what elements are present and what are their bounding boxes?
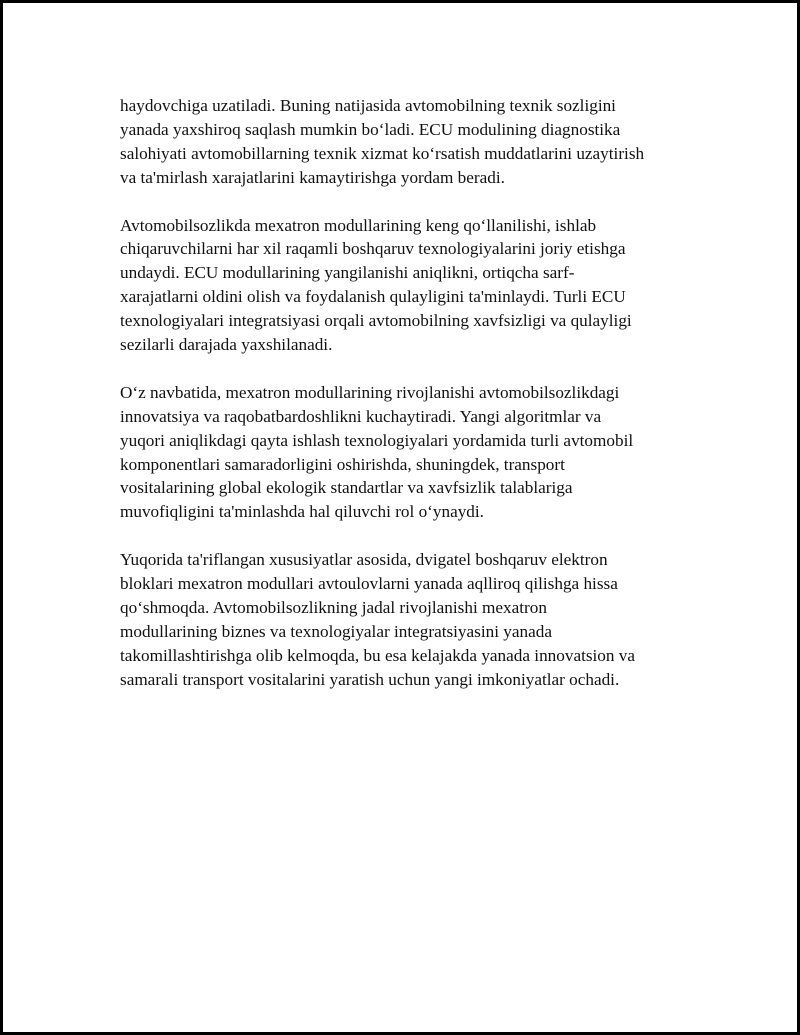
text-line: haydovchiga uzatiladi. Buning natijasida avtomobilning texnik sozligini [120, 96, 616, 115]
text-line: salohiyati avtomobillarning texnik xizmat ko‘rsatish muddatlarini uzaytirish [120, 143, 645, 163]
text-line: innovatsiya va raqobatbardoshlikni kuchaytiradi. Yangi algoritmlar va [120, 406, 602, 426]
text-line: sezilarli darajada yaxshilanadi. [120, 335, 333, 355]
text-line: xarajatlarni oldini olish va foydalanish qulayligini ta'minlaydi. Turli ECU [120, 287, 626, 307]
text-line: Avtomobilsozlikda mexatron modullarining keng qo‘llanilishi, ishlab [120, 215, 597, 235]
text-line: texnologiyalari integratsiyasi orqali avtomobilning xavfsizligi va qulayligi [120, 311, 632, 331]
text-line: bloklari mexatron modullari avtoulovlarni yanada aqlliroq qilishga hissa [120, 574, 618, 594]
text-line: yanada yaxshiroq saqlash mumkin bo‘ladi. ECU modulining diagnostika [120, 119, 621, 139]
text-line: undaydi. ECU modullarining yangilanishi aniqlikni, ortiqcha sarf- [120, 263, 575, 283]
document-body [120, 94, 690, 716]
paragraph-4 [120, 548, 690, 691]
text-line: qo‘shmoqda. Avtomobilsozlikning jadal rivojlanishi mexatron [120, 597, 547, 617]
text-line: O‘z navbatida, mexatron modullarining rivojlanishi avtomobilsozlikdagi [120, 382, 620, 402]
text-line: Yuqorida ta'riflangan xususiyatlar asosida, dvigatel boshqaruv elektron [120, 550, 608, 570]
text-line: chiqaruvchilarni har xil raqamli boshqaruv texnologiyalarini joriy etishga [120, 239, 626, 259]
text-line: takomillashtirishga olib kelmoqda, bu esa kelajakda yanada innovatsion va [120, 645, 636, 665]
paragraph-3 [120, 381, 690, 524]
text-line: modullarining biznes va texnologiyalar integratsiyasini yanada [120, 621, 552, 641]
paragraph-2 [120, 214, 690, 357]
text-line: muvofiqligini ta'minlashda hal qiluvchi rol o‘ynaydi. [120, 502, 484, 522]
text-line: komponentlari samaradorligini oshirishda, shuningdek, transport [120, 454, 565, 474]
text-line: vositalarining global ekologik standartlar va xavfsizlik talablariga [120, 478, 573, 498]
text-line: va ta'mirlash xarajatlarini kamaytirishga yordam beradi. [120, 167, 505, 187]
text-line: yuqori aniqlikdagi qayta ishlash texnologiyalari yordamida turli avtomobil [120, 430, 634, 450]
paragraph-1 [120, 94, 690, 190]
text-line: samarali transport vositalarini yaratish uchun yangi imkoniyatlar ochadi. [120, 669, 620, 689]
